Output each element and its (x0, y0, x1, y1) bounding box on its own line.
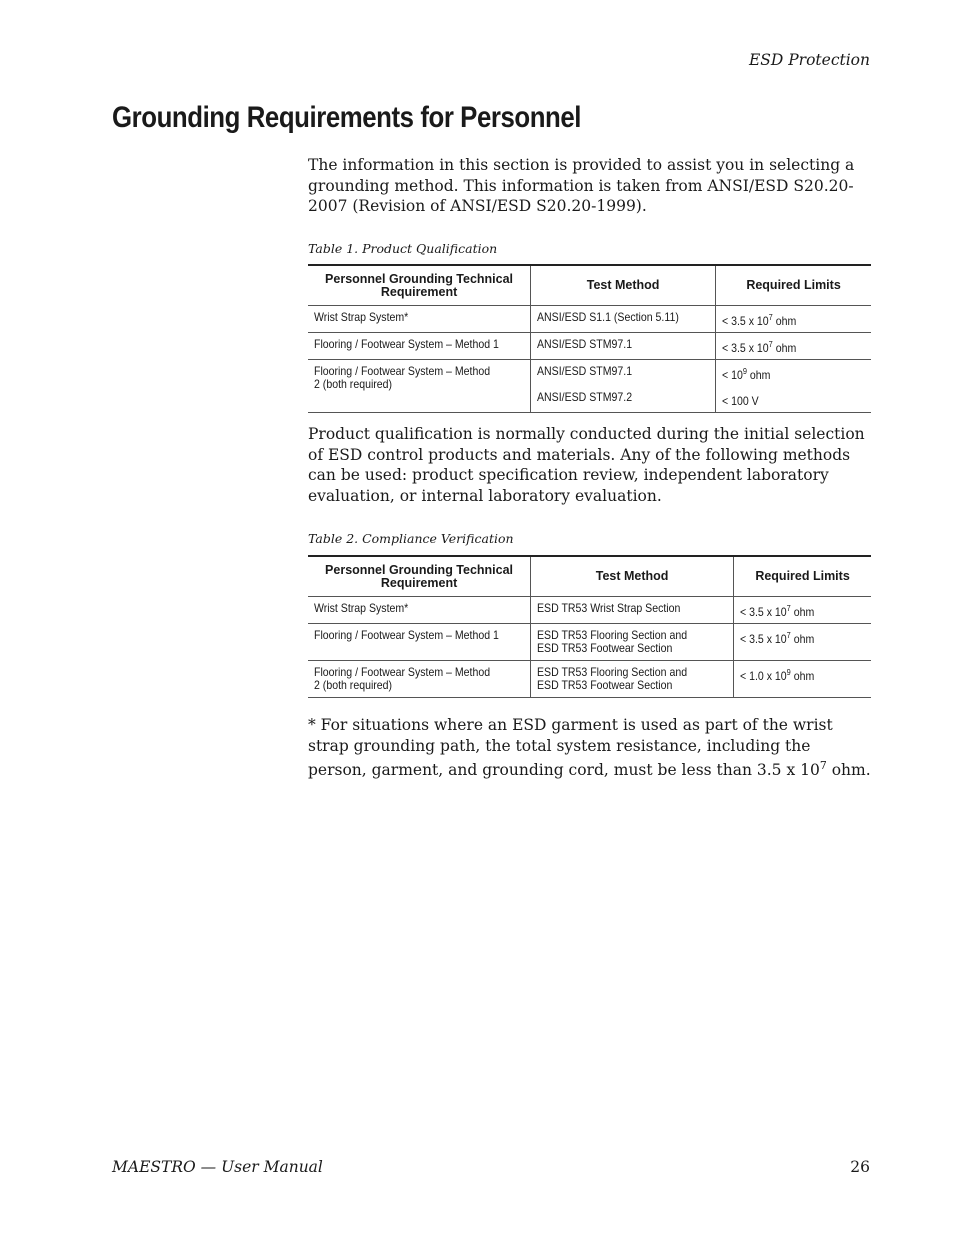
running-header: ESD Protection (748, 51, 870, 69)
column-header: Required Limits (734, 556, 871, 597)
table-header-row (308, 556, 871, 597)
table-header-row (308, 265, 871, 306)
table-cell: < 3.5 x $10^7$ ohm (716, 306, 871, 333)
column-header: Required Limits (716, 265, 871, 306)
table-cell: Flooring / Footwear System – Method 1 (308, 333, 531, 360)
column-header: Test Method (531, 556, 734, 597)
table-cell: Flooring / Footwear System – Method 1 (308, 624, 531, 661)
table-cell: ESD TR53 Flooring Section and ESD TR53 Footwear Section (531, 661, 734, 698)
table-cell: < 3.5 x $10^7$ ohm (734, 597, 871, 624)
footer-title: MAESTRO — User Manual (112, 1158, 323, 1176)
table-cell: Flooring / Footwear System – Method 2 (both required) (308, 661, 531, 698)
intro-paragraph: The information in this section is provided to assist you in selecting a grounding method. This information is taken from ANSI/ESD S20.20-2007 (Revision of ANSI/ESD S20.20-1999). (308, 156, 855, 215)
table-cell: ESD TR53 Wrist Strap Section (531, 597, 734, 624)
table-cell: Wrist Strap System* (308, 306, 531, 333)
product-qualification-table (308, 264, 871, 413)
table-row (308, 333, 871, 360)
table-row (308, 360, 871, 413)
column-header: Personnel Grounding Technical Requirement (308, 265, 531, 306)
column-header: Personnel Grounding Technical Requirement (308, 556, 531, 597)
table-row (308, 306, 871, 333)
table-cell: ANSI/ESD S1.1 (Section 5.11) (531, 306, 716, 333)
table-row (308, 661, 871, 698)
table-cell: Flooring / Footwear System – Method 2 (both required) (308, 360, 531, 413)
table-cell: < 1.0 x $10^9$ ohm (734, 661, 871, 698)
compliance-verification-table (308, 555, 871, 698)
page-title: Grounding Requirements for Personnel (112, 101, 582, 134)
table-row (308, 624, 871, 661)
qualification-paragraph: Product qualification is normally conducted during the initial selection of ESD control products and materials. Any of the following methods can be used: product specification review, independent laboratory evaluation, or internal laboratory evaluation. (308, 425, 865, 505)
table-cell: < 3.5 x $10^7$ ohm (716, 333, 871, 360)
table-cell: ESD TR53 Flooring Section and ESD TR53 Footwear Section (531, 624, 734, 661)
table1-caption: Table 1. Product Qualification (308, 241, 498, 256)
table2-caption: Table 2. Compliance Verification (308, 531, 514, 546)
page-number: 26 (850, 1158, 870, 1176)
table-cell: Wrist Strap System* (308, 597, 531, 624)
footnote-paragraph: * For situations where an ESD garment is used as part of the wrist strap grounding path, the total system resistance, including the person, garment, and grounding cord, must be less than 3.5 x $10^7$ ohm. (308, 716, 871, 780)
table-cell: ANSI/ESD STM97.1 (531, 333, 716, 360)
table-cell: ANSI/ESD STM97.1 ANSI/ESD STM97.2 (531, 360, 716, 413)
table-cell: < $10^9$ ohm < 100 V (716, 360, 871, 413)
column-header: Test Method (531, 265, 716, 306)
table-row (308, 597, 871, 624)
table-cell: < 3.5 x $10^7$ ohm (734, 624, 871, 661)
